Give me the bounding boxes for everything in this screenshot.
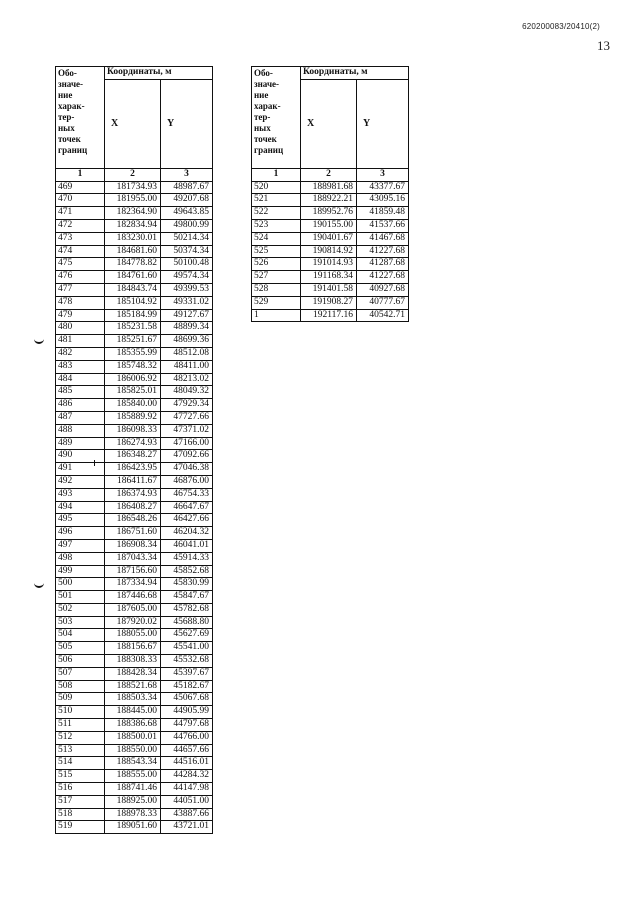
- y-value: 45847.67: [161, 591, 213, 604]
- y-value: 40927.68: [357, 283, 409, 296]
- y-value: 40542.71: [357, 309, 409, 322]
- x-value: 188500.01: [105, 731, 161, 744]
- point-number: 524: [252, 232, 301, 245]
- table-row: [56, 322, 213, 335]
- y-value: 48899.34: [161, 322, 213, 335]
- point-number: 526: [252, 258, 301, 271]
- table-row: [56, 591, 213, 604]
- x-value: 186408.27: [105, 501, 161, 514]
- margin-tick: [94, 460, 95, 466]
- col-index-2: 2: [301, 168, 357, 181]
- point-number: 473: [56, 232, 105, 245]
- point-number: 482: [56, 347, 105, 360]
- y-value: 48512.08: [161, 347, 213, 360]
- table-row: [56, 463, 213, 476]
- y-value: 44657.66: [161, 744, 213, 757]
- table-row: [252, 207, 409, 220]
- point-number: 523: [252, 219, 301, 232]
- x-value: 188978.33: [105, 808, 161, 821]
- point-number: 528: [252, 283, 301, 296]
- point-number: 477: [56, 283, 105, 296]
- y-value: 47166.00: [161, 437, 213, 450]
- x-value: 187334.94: [105, 578, 161, 591]
- x-value: 185184.99: [105, 309, 161, 322]
- y-value: 50100.48: [161, 258, 213, 271]
- x-value: 187156.60: [105, 565, 161, 578]
- y-value: 41859.48: [357, 207, 409, 220]
- table-row: [56, 719, 213, 732]
- table-row: [56, 629, 213, 642]
- point-number: 509: [56, 693, 105, 706]
- x-value: 188550.00: [105, 744, 161, 757]
- table-row: [56, 399, 213, 412]
- point-number: 489: [56, 437, 105, 450]
- col-index-2: 2: [105, 168, 161, 181]
- point-number: 508: [56, 680, 105, 693]
- table-row: [56, 744, 213, 757]
- table-row: [56, 655, 213, 668]
- point-number: 491: [56, 463, 105, 476]
- x-value: 185825.01: [105, 386, 161, 399]
- x-value: 184681.60: [105, 245, 161, 258]
- x-value: 183230.01: [105, 232, 161, 245]
- x-value: 188981.68: [301, 181, 357, 194]
- x-value: 184778.82: [105, 258, 161, 271]
- x-value: 188445.00: [105, 706, 161, 719]
- x-value: 186348.27: [105, 450, 161, 463]
- x-value: 188156.67: [105, 642, 161, 655]
- y-value: 49399.53: [161, 283, 213, 296]
- point-number: 497: [56, 539, 105, 552]
- x-value: 191168.34: [301, 271, 357, 284]
- x-value: 186098.33: [105, 424, 161, 437]
- point-number: 502: [56, 603, 105, 616]
- y-value: 48049.32: [161, 386, 213, 399]
- point-number: 479: [56, 309, 105, 322]
- point-number: 518: [56, 808, 105, 821]
- y-value: 45397.67: [161, 667, 213, 680]
- point-number: 1: [252, 309, 301, 322]
- x-value: 186751.60: [105, 527, 161, 540]
- margin-mark: [34, 336, 44, 344]
- y-value: 41287.68: [357, 258, 409, 271]
- point-number: 516: [56, 783, 105, 796]
- y-value: 45067.68: [161, 693, 213, 706]
- point-number: 525: [252, 245, 301, 258]
- table-row: [56, 309, 213, 322]
- table-row: [56, 232, 213, 245]
- table-row: [56, 821, 213, 834]
- y-value: 45782.68: [161, 603, 213, 616]
- table-row: [252, 309, 409, 322]
- table-row: [252, 271, 409, 284]
- y-value: 49643.85: [161, 207, 213, 220]
- x-value: 188741.46: [105, 783, 161, 796]
- x-value: 185840.00: [105, 399, 161, 412]
- y-header: Y: [161, 79, 213, 168]
- y-value: 46647.67: [161, 501, 213, 514]
- y-value: 49127.67: [161, 309, 213, 322]
- table-row: [56, 680, 213, 693]
- coordinates-table-left: [55, 66, 213, 834]
- y-value: 50374.34: [161, 245, 213, 258]
- table-row: [56, 475, 213, 488]
- col-index-1: 1: [56, 168, 105, 181]
- x-value: 182364.90: [105, 207, 161, 220]
- x-value: 188055.00: [105, 629, 161, 642]
- point-number: 490: [56, 450, 105, 463]
- coordinates-header: Координаты, м: [105, 67, 213, 80]
- table-row: [252, 219, 409, 232]
- y-value: 46754.33: [161, 488, 213, 501]
- x-value: 186374.93: [105, 488, 161, 501]
- x-value: 189051.60: [105, 821, 161, 834]
- table-row: [56, 642, 213, 655]
- point-number: 472: [56, 219, 105, 232]
- x-value: 187043.34: [105, 552, 161, 565]
- y-value: 45182.67: [161, 680, 213, 693]
- point-number: 527: [252, 271, 301, 284]
- x-value: 188543.34: [105, 757, 161, 770]
- x-value: 185251.67: [105, 335, 161, 348]
- table-row: [56, 219, 213, 232]
- x-value: 188386.68: [105, 719, 161, 732]
- point-number: 486: [56, 399, 105, 412]
- x-value: 188503.34: [105, 693, 161, 706]
- table-row: [56, 501, 213, 514]
- table-row: [56, 271, 213, 284]
- table-row: [56, 578, 213, 591]
- y-value: 48987.67: [161, 181, 213, 194]
- table-row: [56, 616, 213, 629]
- y-value: 44905.99: [161, 706, 213, 719]
- table-row: [252, 258, 409, 271]
- y-value: 44516.01: [161, 757, 213, 770]
- table-row: [56, 347, 213, 360]
- y-value: 44147.98: [161, 783, 213, 796]
- x-value: 186411.67: [105, 475, 161, 488]
- table-row: [56, 373, 213, 386]
- table-row: [56, 296, 213, 309]
- x-value: 186274.93: [105, 437, 161, 450]
- table-row: [252, 181, 409, 194]
- y-value: 48699.36: [161, 335, 213, 348]
- point-number: 519: [56, 821, 105, 834]
- point-number: 498: [56, 552, 105, 565]
- table-row: [252, 296, 409, 309]
- y-value: 44766.00: [161, 731, 213, 744]
- x-value: 185355.99: [105, 347, 161, 360]
- table-row: [56, 539, 213, 552]
- x-value: 190814.92: [301, 245, 357, 258]
- point-number: 496: [56, 527, 105, 540]
- x-value: 190155.00: [301, 219, 357, 232]
- point-number: 507: [56, 667, 105, 680]
- x-value: 191401.58: [301, 283, 357, 296]
- point-number: 469: [56, 181, 105, 194]
- x-value: 181734.93: [105, 181, 161, 194]
- y-value: 46204.32: [161, 527, 213, 540]
- x-value: 187605.00: [105, 603, 161, 616]
- point-number: 512: [56, 731, 105, 744]
- table-row: [56, 731, 213, 744]
- table-row: [56, 706, 213, 719]
- x-value: 190401.67: [301, 232, 357, 245]
- y-value: 45627.69: [161, 629, 213, 642]
- x-value: 185231.58: [105, 322, 161, 335]
- x-value: 181955.00: [105, 194, 161, 207]
- table-row: [56, 386, 213, 399]
- x-value: 188428.34: [105, 667, 161, 680]
- table-row: [56, 194, 213, 207]
- point-number: 515: [56, 770, 105, 783]
- designation-header: Обо- значе- ние харак- тер- ных точек границ: [56, 67, 105, 169]
- y-value: 43721.01: [161, 821, 213, 834]
- table-row: [56, 770, 213, 783]
- x-value: 188308.33: [105, 655, 161, 668]
- point-number: 485: [56, 386, 105, 399]
- y-value: 47092.66: [161, 450, 213, 463]
- y-value: 47727.66: [161, 411, 213, 424]
- coordinates-table-right: [251, 66, 409, 322]
- y-value: 40777.67: [357, 296, 409, 309]
- x-value: 187446.68: [105, 591, 161, 604]
- designation-header: Обо- значе- ние харак- тер- ных точек границ: [252, 67, 301, 169]
- point-number: 506: [56, 655, 105, 668]
- y-value: 43095.16: [357, 194, 409, 207]
- y-value: 41537.66: [357, 219, 409, 232]
- y-value: 49574.34: [161, 271, 213, 284]
- table-row: [56, 245, 213, 258]
- x-value: 185889.92: [105, 411, 161, 424]
- table-row: [56, 783, 213, 796]
- table-row: [252, 245, 409, 258]
- point-number: 522: [252, 207, 301, 220]
- point-number: 503: [56, 616, 105, 629]
- table-row: [56, 411, 213, 424]
- x-value: 192117.16: [301, 309, 357, 322]
- y-value: 45852.68: [161, 565, 213, 578]
- x-value: 185104.92: [105, 296, 161, 309]
- point-number: 529: [252, 296, 301, 309]
- point-number: 513: [56, 744, 105, 757]
- table-row: [56, 795, 213, 808]
- y-value: 41467.68: [357, 232, 409, 245]
- point-number: 504: [56, 629, 105, 642]
- x-value: 186908.34: [105, 539, 161, 552]
- col-index-3: 3: [161, 168, 213, 181]
- x-header: X: [105, 79, 161, 168]
- table-row: [56, 667, 213, 680]
- table-row: [56, 360, 213, 373]
- point-number: 471: [56, 207, 105, 220]
- point-number: 478: [56, 296, 105, 309]
- table-row: [252, 283, 409, 296]
- x-value: 182834.94: [105, 219, 161, 232]
- table-row: [252, 194, 409, 207]
- table-row: [56, 450, 213, 463]
- table-row: [56, 181, 213, 194]
- y-value: 48213.02: [161, 373, 213, 386]
- point-number: 514: [56, 757, 105, 770]
- y-value: 44284.32: [161, 770, 213, 783]
- x-value: 188521.68: [105, 680, 161, 693]
- table-row: [56, 258, 213, 271]
- y-value: 41227.68: [357, 271, 409, 284]
- point-number: 484: [56, 373, 105, 386]
- y-value: 49331.02: [161, 296, 213, 309]
- point-number: 474: [56, 245, 105, 258]
- point-number: 501: [56, 591, 105, 604]
- y-value: 46876.00: [161, 475, 213, 488]
- x-header: X: [301, 79, 357, 168]
- y-value: 47046.38: [161, 463, 213, 476]
- point-number: 487: [56, 411, 105, 424]
- y-value: 45541.00: [161, 642, 213, 655]
- table-row: [56, 808, 213, 821]
- point-number: 470: [56, 194, 105, 207]
- x-value: 184843.74: [105, 283, 161, 296]
- y-value: 45830.99: [161, 578, 213, 591]
- y-value: 45688.80: [161, 616, 213, 629]
- right-table-body: [252, 181, 409, 322]
- left-table-body: [56, 181, 213, 834]
- y-value: 45914.33: [161, 552, 213, 565]
- point-number: 475: [56, 258, 105, 271]
- y-value: 49800.99: [161, 219, 213, 232]
- table-row: [56, 424, 213, 437]
- x-value: 186006.92: [105, 373, 161, 386]
- point-number: 492: [56, 475, 105, 488]
- table-row: [56, 514, 213, 527]
- table-row: [56, 207, 213, 220]
- x-value: 188922.21: [301, 194, 357, 207]
- point-number: 480: [56, 322, 105, 335]
- point-number: 521: [252, 194, 301, 207]
- x-value: 189952.76: [301, 207, 357, 220]
- x-value: 184761.60: [105, 271, 161, 284]
- point-number: 517: [56, 795, 105, 808]
- table-row: [56, 603, 213, 616]
- coordinates-header: Координаты, м: [301, 67, 409, 80]
- point-number: 493: [56, 488, 105, 501]
- point-number: 511: [56, 719, 105, 732]
- table-row: [56, 693, 213, 706]
- y-value: 41227.68: [357, 245, 409, 258]
- table-row: [56, 283, 213, 296]
- y-value: 46427.66: [161, 514, 213, 527]
- document-id: 620200083/20410(2): [522, 22, 600, 31]
- y-value: 46041.01: [161, 539, 213, 552]
- y-value: 50214.34: [161, 232, 213, 245]
- point-number: 476: [56, 271, 105, 284]
- table-row: [56, 527, 213, 540]
- y-value: 44797.68: [161, 719, 213, 732]
- x-value: 191908.27: [301, 296, 357, 309]
- table-row: [56, 335, 213, 348]
- x-value: 187920.02: [105, 616, 161, 629]
- x-value: 185748.32: [105, 360, 161, 373]
- table-row: [56, 437, 213, 450]
- y-value: 47371.02: [161, 424, 213, 437]
- col-index-3: 3: [357, 168, 409, 181]
- point-number: 510: [56, 706, 105, 719]
- point-number: 505: [56, 642, 105, 655]
- y-value: 49207.68: [161, 194, 213, 207]
- table-row: [56, 757, 213, 770]
- point-number: 481: [56, 335, 105, 348]
- y-value: 43377.67: [357, 181, 409, 194]
- page-number: 13: [597, 38, 610, 53]
- margin-mark: [34, 580, 44, 588]
- point-number: 488: [56, 424, 105, 437]
- y-header: Y: [357, 79, 409, 168]
- x-value: 186423.95: [105, 463, 161, 476]
- y-value: 45532.68: [161, 655, 213, 668]
- point-number: 499: [56, 565, 105, 578]
- y-value: 48411.00: [161, 360, 213, 373]
- point-number: 495: [56, 514, 105, 527]
- table-row: [56, 488, 213, 501]
- table-row: [56, 565, 213, 578]
- point-number: 483: [56, 360, 105, 373]
- x-value: 188925.00: [105, 795, 161, 808]
- y-value: 44051.00: [161, 795, 213, 808]
- x-value: 186548.26: [105, 514, 161, 527]
- y-value: 47929.34: [161, 399, 213, 412]
- x-value: 188555.00: [105, 770, 161, 783]
- point-number: 520: [252, 181, 301, 194]
- y-value: 43887.66: [161, 808, 213, 821]
- table-row: [252, 232, 409, 245]
- table-row: [56, 552, 213, 565]
- point-number: 500: [56, 578, 105, 591]
- x-value: 191014.93: [301, 258, 357, 271]
- point-number: 494: [56, 501, 105, 514]
- col-index-1: 1: [252, 168, 301, 181]
